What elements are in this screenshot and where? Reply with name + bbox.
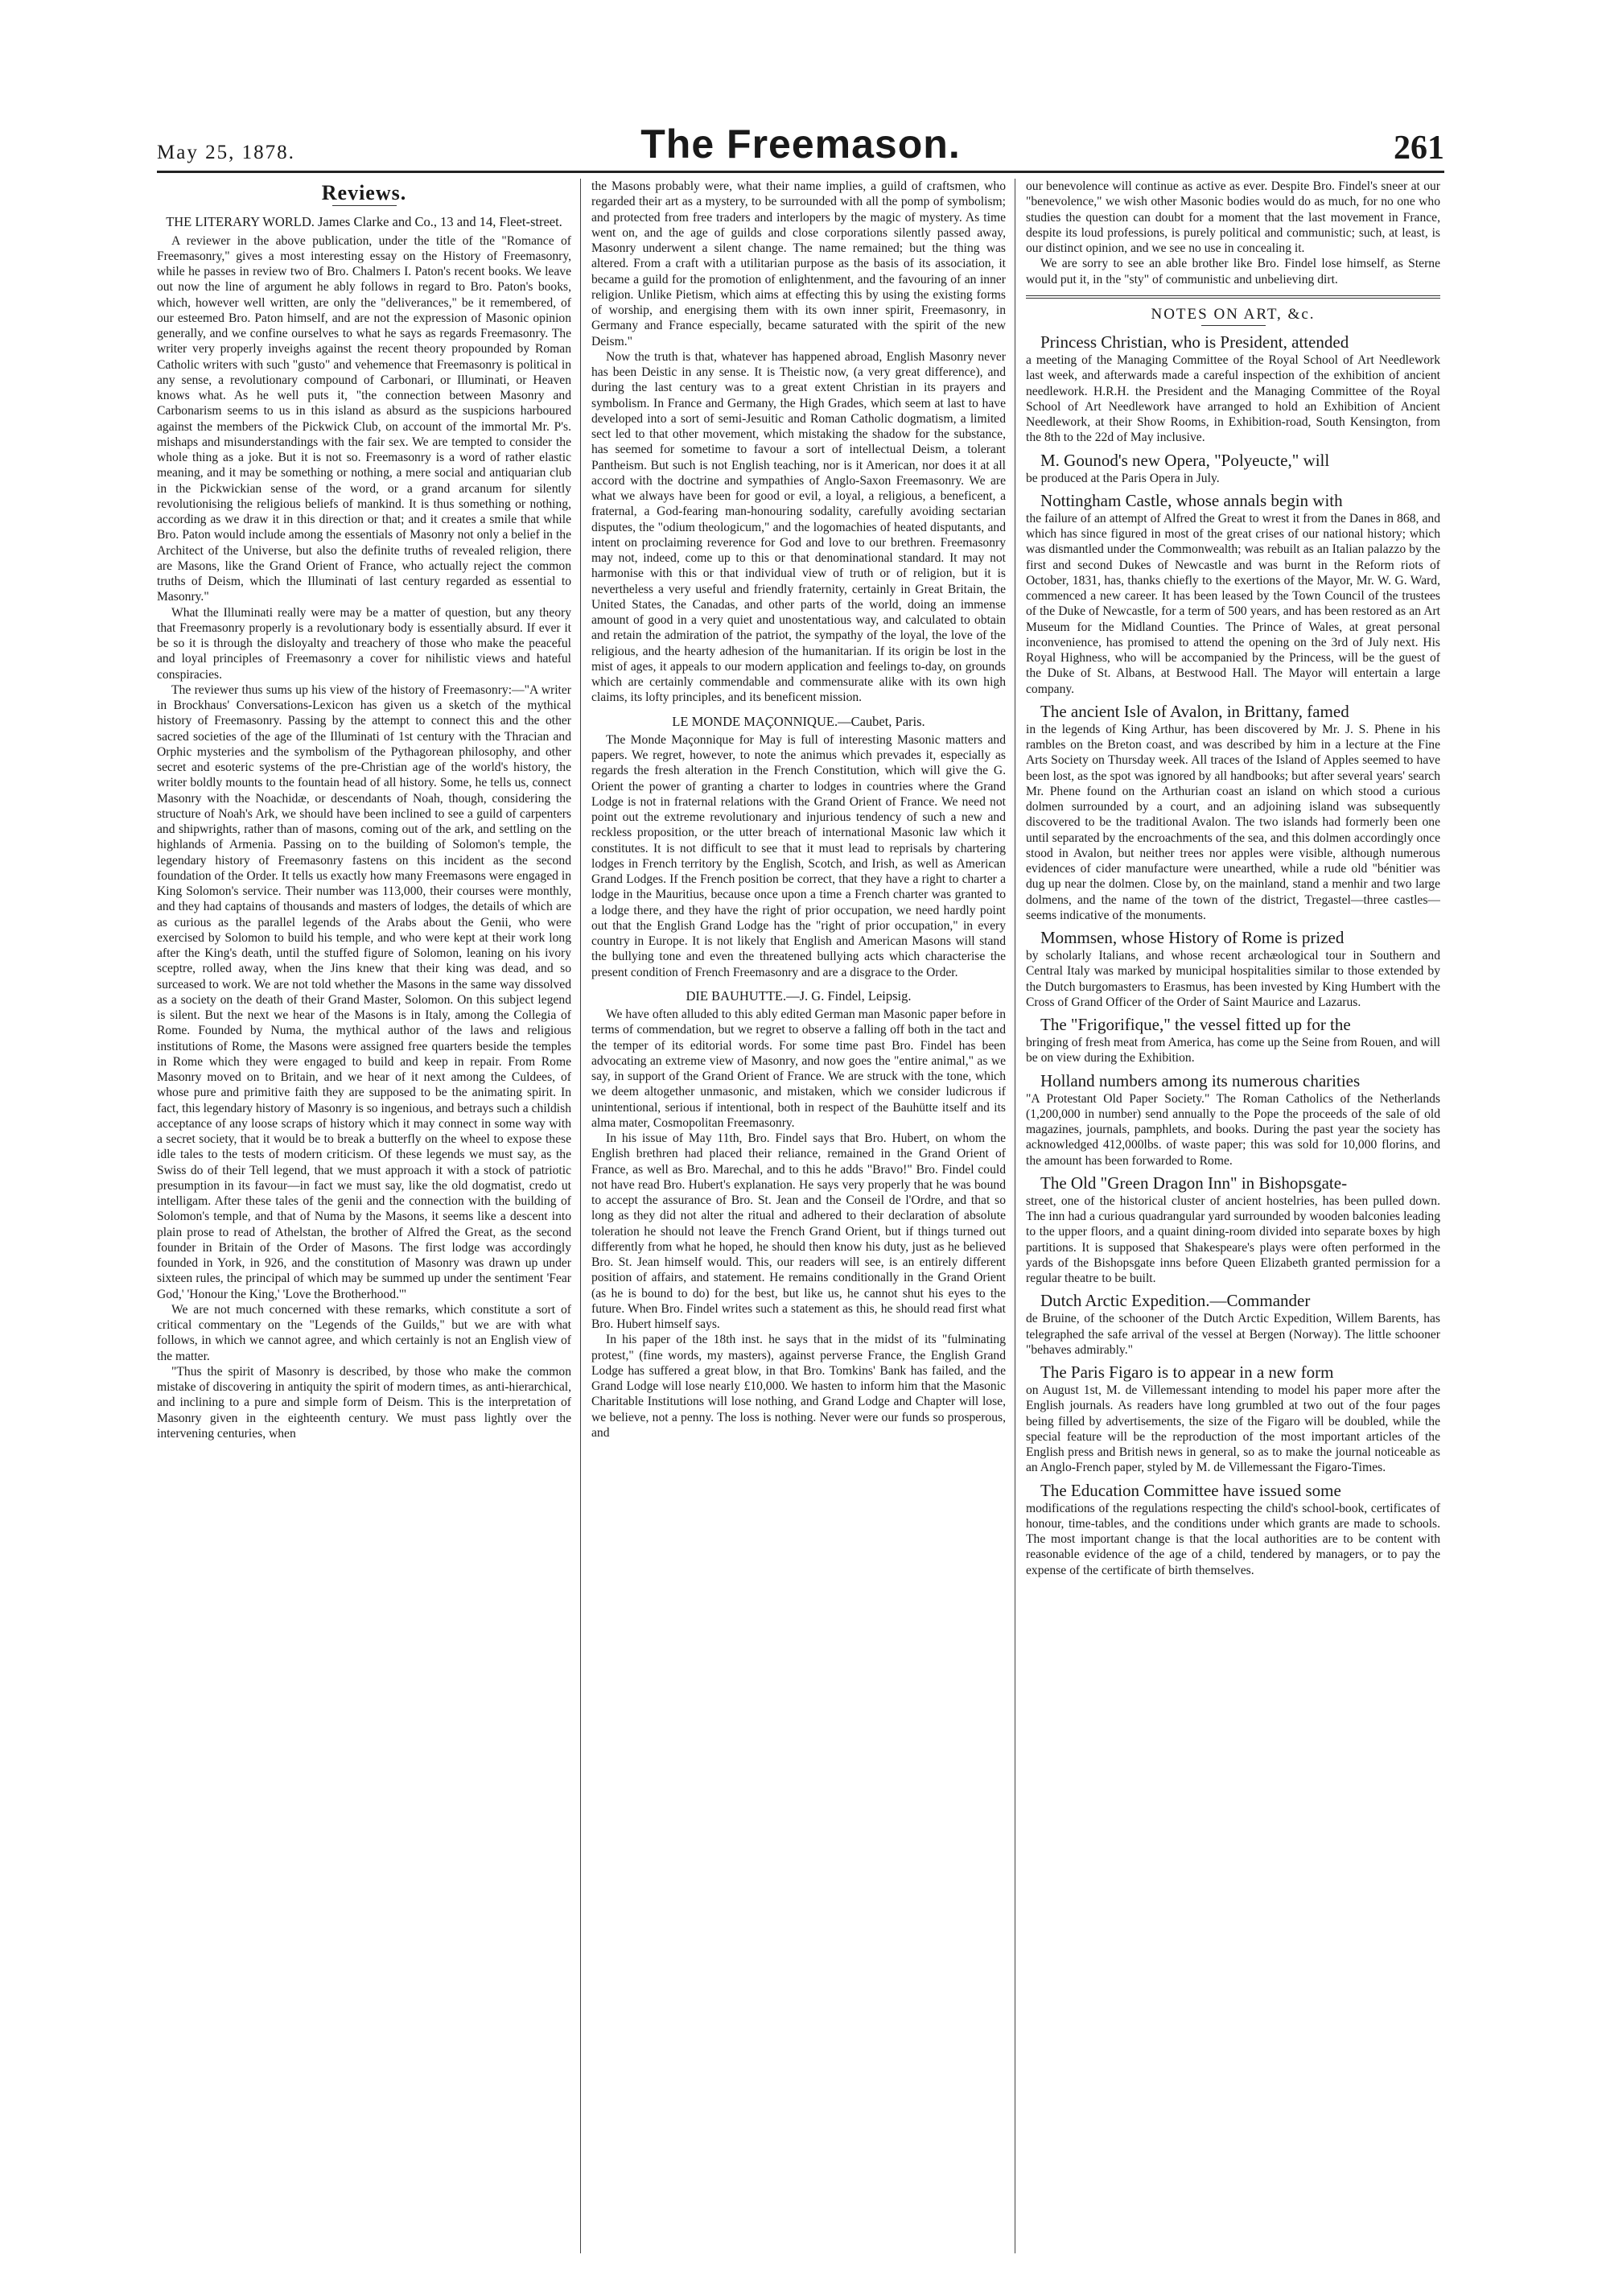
column-divider [580, 179, 581, 2253]
note-text: in the legends of King Arthur, has been discovered by Mr. J. S. Phene in his rambles on the Breton coast, and was described by him in a lecture at the Fine Arts Society on Thursday week. All traces of the Island of Apples seemed to have been lost, as the spot was ignored by all handbooks; but after several years' search Mr. Phene found on the Arthurian coast an island on which stood a curious dolmen surrounded by a court, and an adjoining island was subsequently discovered to be the traditional Avalon. The two islands had formerly been one until separated by the encroachments of the sea, and this dolmen accordingly once stood in Avalon, but neither trees nor apples were visible, although numerous evidences of cider manufacture were unearthed, while a rude old "bénitier was dug up near the dolmen. Close by, on the mainland, stand a menhir and two large dolmens, and the name of the town of the district, Tregastel—three castles—seems indicative of the monuments. [1026, 722, 1440, 922]
note-item [1026, 1071, 1440, 1169]
article-paragraph: In his issue of May 11th, Bro. Findel says that Bro. Hubert, on whom the English brethren had placed their reliance, remained in the Grand Orient of France, as well as Bro. Marechal, and to this he adds "Bravo!" Bro. Findel could not have read Bro. Hubert's explanation. He says very properly that he was bound to accept the assurance of Bro. St. Jean and the Conseil de l'Ordre, and that so long as they did not alter the ritual and adhered to their declaration of absolute toleration he should not leave the French Grand Orient, but if things turned out differently from what he hoped, he should then know his duty, just as he believed Bro. St. Jean himself would. This, our readers will see, is an entirely different position of affairs, and statement. He remains conditionally in the Grand Orient (as he is bound to do) for the best, but like us, he cannot shut his eyes to the future. When Bro. Findel writes such a statement as this, he should read first what Bro. Hubert himself says. [591, 1132, 1006, 1331]
note-lead: The ancient Isle of Avalon, in Brittany, famed [1040, 701, 1349, 721]
note-text: bringing of fresh meat from America, has come up the Seine from Rouen, and will be on view during the Exhibition. [1026, 1036, 1440, 1066]
note-lead: Holland numbers among its numerous charities [1040, 1070, 1361, 1090]
note-lead: Mommsen, whose History of Rome is prized [1040, 928, 1345, 947]
note-lead: Princess Christian, who is President, attended [1040, 332, 1349, 352]
note-text: on August 1st, M. de Villemessant intending to model his paper more after the English journals. As readers have long grumbled at two out of the four pages being filled by advertisements, the size of the Figaro will be doubled, while the special feature will be the reproduction of the most important articles of the English press and British news in general, so as to make the journal noticeable as an Anglo-French paper, styled by M. de Villemessant the Figaro-Times. [1026, 1383, 1440, 1475]
notes-heading: NOTES ON ART, &c. [1151, 305, 1316, 323]
note-item [1026, 332, 1440, 446]
article-paragraph: our benevolence will continue as active as ever. Despite Bro. Findel's sneer at our "benevolence," we wish other Masonic bodies would do as much, for no one who studies the question can doubt for a moment that the last movement in France, despite its loud professions, is purely political and communistic; such, at least, is our distinct opinion, and we see no use in concealing it. [1026, 179, 1440, 255]
note-item [1026, 451, 1440, 486]
article-paragraph: In his paper of the 18th inst. he says that in the midst of its "fulminating protest," (fine words, my masters), against perverse France, the English Grand Lodge has suffered a great blow, in that Bro. Tomkins' Bank has failed, and the Grand Lodge will lose nearly £10,000. We hasten to inform him that the Masonic Charitable Institutions will lose nothing, and Grand Lodge and Chapter will lose, we believe, not a penny. The loss is nothing. Never were our funds so prosperous, and [591, 1333, 1006, 1440]
note-text: be produced at the Paris Opera in July. [1026, 471, 1220, 485]
column-1 [157, 179, 571, 2255]
article-paragraph: the Masons probably were, what their name implies, a guild of craftsmen, who regarded their art as a mystery, to be surrounded with all the pomp of symbolism; and protected from free traders and interlopers by the magic of mystery. As time went on, and the age of guilds and close corporations silently passed away, Masonry underwent a silent change. The name remained; but the thing was altered. From a craft with a utilitarian purpose as the basis of its association, it became a guild for the promotion of enlightenment, and the favouring of an inner religion. Unlike Pietism, which aims at effecting this by using the existing forms of worship, and energising them with its own inner spirit, Freemasonry, in Germany and France especially, became saturated with the spirit of the new Deism." [591, 179, 1006, 348]
note-text: "A Protestant Old Paper Society." The Roman Catholics of the Netherlands (1,200,000 in number) send annually to the Pope the proceeds of the sale of old magazines, journals, pamphlets, and books. During the past year the society has acknowledged 412,000lbs. of waste paper; this was sold for 10,000 florins, and the amount has been forwarded to Rome. [1026, 1091, 1440, 1168]
note-lead: The "Frigorifique," the vessel fitted up for the [1040, 1015, 1351, 1034]
note-lead: M. Gounod's new Opera, "Polyeucte," will [1040, 450, 1330, 470]
note-item [1026, 928, 1440, 1010]
article-paragraph: We have often alluded to this ably edited German man Masonic paper before in terms of commendation, but we regret to observe a falling off both in the tact and the temper of its editorial words. For some time past Bro. Findel has been advocating an extreme view of Masonry, and now goes the "entire animal," as we say, in support of the Grand Orient of France. We are struck with the tone, which we deem altogether unmasonic, and mistaken, which we consider ludicrous if unintentional, serious if intentional, both in respect of the Bauhütte itself and its alma mater, Cosmopolitan Freemasonry. [591, 1008, 1006, 1130]
note-item [1026, 1362, 1440, 1476]
note-text: street, one of the historical cluster of ancient hostelries, has been pulled down. The inn had a curious quadrangular yard surrounded by wooden balconies leading to the upper floors, and a quaint dining-room divided into separate boxes by high partitions. It is supposed that Shakespeare's plays were often performed in the yards of the Bishopsgate inns before Queen Elizabeth granted permission for a regular theatre to be built. [1026, 1193, 1440, 1285]
note-text: de Bruine, of the schooner of the Dutch Arctic Expedition, Willem Barents, has telegraphed the safe arrival of the vessel at Bergen (Norway). The little schooner "behaves admirably." [1026, 1312, 1440, 1357]
note-lead: The Education Committee have issued some [1040, 1480, 1341, 1500]
section-rule [1026, 295, 1440, 299]
column-2 [591, 179, 1006, 2255]
page-number: 261 [1394, 130, 1444, 167]
note-text: by scholarly Italians, and whose recent archæological tour in Southern and Central Italy was marked by municipal hospitalities similar to those extended by the Dutch burgomasters to Erasmus, has been invested by King Humbert with the Cross of Grand Officer of the Order of Saint Maurice and Lazarus. [1026, 949, 1440, 1009]
literary-world-head: THE LITERARY WORLD. James Clarke and Co., 13 and 14, Fleet-street. [166, 214, 562, 230]
article-paragraph: We are not much concerned with these remarks, which constitute a sort of critical commentary on the "Legends of the Guilds," but we are with what follows, in which we cannot agree, and which certainly is not an English view of the matter. [157, 1302, 571, 1363]
newspaper-title: The Freemason. [640, 122, 961, 167]
note-text: a meeting of the Managing Committee of the Royal School of Art Needlework last week, and afterwards made a careful inspection of the exhibition of ancient needlework. H.R.H. the President and the Managing Committee of the Royal School of Art Needlework have arranged to hold an Exhibition of Ancient Needlework, at their Show Rooms, in Exhibition-road, South Kensington, from the 8th to the 22d of May inclusive. [1026, 353, 1440, 445]
bauhutte-head: DIE BAUHUTTE.—J. G. Findel, Leipsig. [686, 987, 912, 1004]
note-item [1026, 1015, 1440, 1066]
article-paragraph: "Thus the spirit of Masonry is described, by those who make the common mistake of discovering in antiquity the spirit of modern times, as anti-hierarchical, and inclining to a pure and simple form of Deism. This is the interpretation of Masonry given in the eighteenth century. We must pass lightly over the intervening centuries, when [157, 1364, 571, 1441]
article-paragraph: What the Illuminati really were may be a matter of question, but any theory that Freemasonry properly is a revolutionary body is essentially absurd. If ever it be so it is through the disloyalty and treachery of those who make the peaceful and loyal principles of Freemasonry a cover for nihilistic views and hateful conspiracies. [157, 605, 571, 682]
issue-date: May 25, 1878. [157, 142, 295, 163]
note-item [1026, 491, 1440, 697]
note-text: modifications of the regulations respecting the child's school-book, certificates of honour, time-tables, and the conditions under which grants are made to schools. The most important change is that the local authorities are to be content with reasonable evidence of the age of a child, tendered by managers, or to pay the expense of the certificate of birth themselves. [1026, 1501, 1440, 1577]
heading-rule [332, 205, 397, 206]
article-paragraph: The reviewer thus sums up his view of the history of Freemasonry:—"A writer in Brockhaus' Conversations-Lexicon has given us a sketch of the mythical history of Freemasonry. Passing by the attempt to connect this and the other sacred societies of the age of the Illuminati of 1st century with the Thracian and Orphic mysteries and the symbolism of the Pythagorean philosophy, and other secret and esoteric systems of the pre-Christian age of the world's history, the writer boldly mounts to the fountain head of all history. Some, he tells us, connect Masonry with the Noachidæ, or descendants of Noah, though, considering the structure of Noah's Ark, we should have been inclined to see a guild of carpenters and shipwrights, rather than of masons, coming out of the ark, and settling on the highlands of Armenia. Passing on to the building of Solomon's temple, the legendary history of Freemasonry fastens on this incident as the second foundation of the Order. It tells us exactly how many Freemasons were engaged in King Solomon's service. Their number was 113,000, their courses were monthly, and they had captains of thousands and masters of lodges, the details of which are as curious as the parallel legends of the Arabs about the Genii, who were exercised by Solomon to build his temple, and who were kept at their work long after the King's death, until the stuffed figure of Solomon, leaning on his ivory sceptre, rolled away, when the Jins knew that their king was dead, and so surceased to work. We are not told whether the Masons in the same way dissolved as a society on the death of their Grand Master, Solomon. On this subject legend is silent. But the next we hear of the Masons is in Italy, among the Collegia of Rome. Founded by Numa, the mythical author of the laws and religious institutions of Rome, the Masons were assigned free quarters beside the temples in Rome which they were engaged to build and keep in repair. From Rome Masonry moved on to Britain, and we hear of it next among the Culdees, of whose pure and primitive faith they are supposed to be the animating spirit. In fact, this legendary history of Masonry is so ingenious, and betrays such a childish acceptance of any loose scraps of history which it may connect in some way with a secret society, that it would be to break a butterfly on the wheel to expose these idle tales to the tests of modern criticism. Of these legends we must say, as the Swiss do of their Tell legend, that we must approach it with a stock of patriotic presumption in its favour—in fact we must say, like the old dogmatist, credo ut intelligam. After these tales of the genii and the connection with the building of Solomon's temple, and that of Numa by the Masons, it seems like a descent into plain prose to read of Athelstan, the brother of Alfred the Great, as the second founder in Britain of the Order of Masons. The first lodge was accordingly founded in York, in 926, and the constitution of Masonry was drawn up under sixteen rules, the principal of which may be summed up under the sentiment 'Fear God,' 'Honour the King,' 'Love the Brotherhood.'" [157, 682, 571, 1301]
masthead [157, 121, 1444, 169]
note-lead: The Old "Green Dragon Inn" in Bishopsgate- [1040, 1173, 1348, 1193]
article-paragraph: The Monde Maçonnique for May is full of interesting Masonic matters and papers. We regret, however, to note the animus which prevades it, especially as regards the fresh alteration in the French Constitution, which will give the G. Orient the power of granting a charter to lodges in countries where the Grand Lodge is not in fraternal relations with the Grand Orient of France. We need not point out the extreme revolutionary and injurious tendency of such a new and reckless proposition, or the utter breach of international Masonic law which it constitutes. It is not difficult to see that it must lead to reprisals by chartering lodges in French territory by the English, Scotch, and Irish, as well as American Grand Lodges. If the French position be correct, that they have a right to charter a lodge in the Mauritius, because once upon a time a French charter was granted to a lodge there, and they have the right of prior occupation, we need hardly point out that the English Grand Lodge has the "right of prior occupation," in every country in Europe. It is not likely that English and American Masons will stand the bullying tone and even the threatened bullying acts which characterise the present condition of French Freemasonry and are a disgrace to the Order. [591, 732, 1006, 979]
note-item [1026, 1173, 1440, 1287]
masthead-rule [157, 171, 1444, 173]
note-item [1026, 1291, 1440, 1358]
note-text: the failure of an attempt of Alfred the Great to wrest it from the Danes in 868, and which has since figured in most of the great crises of our national history; which was dismantled under the Commonwealth; was rebuilt as an Italian palazzo by the first and second Dukes of Newcastle and was burnt in the Reform riots of October, 1831, has, thanks chiefly to the exertions of the Mayor, Mr. W. G. Ward, commenced a new career. It has been leased by the Town Council of the trustees of the Duke of Newcastle, for a term of 500 years, and has been restored as an Art Museum for the Midland Counties. The Prince of Wales, at great personal inconvenience, has promised to attend the opening on the 3rd of July next. His Royal Highness, who will be accompanied by the Princess, will be the guest of the Duke of St. Albans, at Bestwood Hall. The Mayor will entertain a large company. [1026, 511, 1440, 696]
reviews-heading: Reviews. [321, 181, 407, 204]
monde-maconnique-head: LE MONDE MAÇONNIQUE.—Caubet, Paris. [672, 713, 925, 729]
heading-rule [1201, 325, 1266, 326]
note-lead: Dutch Arctic Expedition.—Commander [1040, 1291, 1311, 1311]
note-item [1026, 1481, 1440, 1578]
note-lead: The Paris Figaro is to appear in a new form [1040, 1362, 1334, 1382]
note-item [1026, 702, 1440, 923]
article-paragraph: We are sorry to see an able brother like Bro. Findel lose himself, as Sterne would put it, in the "sty" of communistic and unbelieving dirt. [1026, 257, 1440, 286]
column-3 [1026, 179, 1440, 2255]
article-paragraph: A reviewer in the above publication, under the title of the "Romance of Freemasonry," gives a most interesting essay on the History of Freemasonry, while he passes in review two of Bro. Chalmers I. Paton's recent books. We leave out now the line of argument he ably follows in regard to Bro. Paton's books, which, however well written, are only the "deliverances," be it remembered, of our esteemed Bro. Paton himself, and are not the expression of Masonic opinion generally, and we confine ourselves to what he says as regards Freemasonry. The writer very properly inveighs against the recent theory propounded by Roman Catholic writers with such "gusto" and vehemence that Freemasonry is political in any sense, a revolutionary compound of Carbonari, or Illuminati, or Heaven knows what. As he well puts it, "the connection between Masonry and Carbonarism seems to us in this island as absurd as the suspicions harboured against the members of the Pickwick Club, on account of the immortal Mr. P's. mishaps and misunderstandings with the fair sex. We are tempted to consider the whole thing as a joke. But it is not so. Freemasonry is a word of rather elastic meaning, and it may be something or nothing, a mere social and antiquarian club in the Pickwickian sense of the word, or a grand arcanum for silently revolutionising the religious beliefs of mankind. It is thus something or nothing, according as we draw it in this direction or that; and it creates a smile that while Bro. Paton would include among the essentials of Masonry not only a belief in the Architect of the Universe, but also the definite truths of revealed religion, there are Masons, like the Grand Orient of France, who actually reject the common truths of Deism, which the Illuminati of last century regarded as essential to Masonry." [157, 233, 571, 604]
note-lead: Nottingham Castle, whose annals begin with [1040, 490, 1343, 510]
article-paragraph: Now the truth is that, whatever has happened abroad, English Masonry never has been Deistic in any sense. It is Theistic now, (a very great difference), and during the last century was to a great extent Christian in its prayers and symbolism. In France and Germany, the High Grades, which seem at last to have developed into a sort of semi-Jesuitic and Roman Catholic dogmatism, a limited sect led to that other movement, which mistaking the shadow for the substance, has seemed for sometime to favour a sort of intellectual Deism, a tolerant Pantheism. But such is not English teaching, nor is it American, nor does it at all accord with the doctrine and sympathies of Anglo-Saxon Freemasonry. We are what we always have been for good or evil, a loyal, a religious, a beneficent, a fraternal, a God-fearing man-honouring sodality, carefully avoiding sectarian disputes, the "odium theologicum," and the logomachies of heated disputants, and intent on proclaiming reverence for God and love to our brethren. Freemasonry may not, indeed, come up to this or that denominational standard. It may not harmonise with this or that individual view of truth or of religion, but it is nevertheless a very useful and friendly fraternity, certainly in Great Britain, the United States, the Canadas, and other parts of the world, doing an immense amount of good in a very quiet and unostentatious way, and calculated to obtain and retain the admiration of the patriot, the sympathy of the loyal, the love of the religious, and the hearty adhesion of the humanitarian. If its origin be lost in the mist of ages, it appeals to our modern application and feelings to-day, on grounds which are certainly commendable and commensurate alike with its own high claims, its lofty principles, and its beneficent mission. [591, 349, 1006, 705]
